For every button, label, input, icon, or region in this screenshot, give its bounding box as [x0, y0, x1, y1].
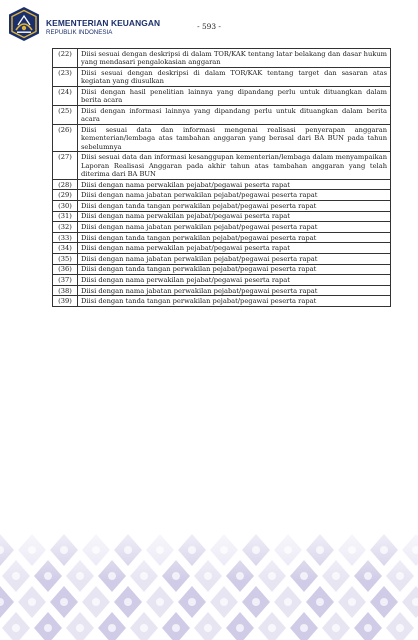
row-description: Diisi dengan nama perwakilan pejabat/pegawai peserta rapat [78, 243, 391, 254]
row-description: Diisi dengan informasi lainnya yang dipandang perlu untuk dituangkan dalam berita acara [78, 106, 391, 125]
row-description: Diisi dengan tanda tangan perwakilan pejabat/pegawai peserta rapat [78, 201, 391, 212]
row-description: Diisi dengan nama jabatan perwakilan pejabat/pegawai peserta rapat [78, 253, 391, 264]
table-row [53, 68, 391, 87]
table-row [53, 201, 391, 212]
row-number: (30) [53, 201, 78, 212]
row-number: (31) [53, 211, 78, 222]
row-description: Diisi dengan nama jabatan perwakilan pejabat/pegawai peserta rapat [78, 222, 391, 233]
row-description: Diisi dengan tanda tangan perwakilan pejabat/pegawai peserta rapat [78, 296, 391, 307]
table-row [53, 211, 391, 222]
table-row [53, 264, 391, 275]
row-description: Diisi dengan hasil penelitian lainnya yang dipandang perlu untuk dituangkan dalam berita acara [78, 87, 391, 106]
row-description: Diisi dengan tanda tangan perwakilan pejabat/pegawai peserta rapat [78, 232, 391, 243]
page-number: - 593 - [197, 22, 221, 31]
table-row [53, 179, 391, 190]
row-number: (27) [53, 152, 78, 179]
table-row [53, 253, 391, 264]
row-description: Diisi sesuai data dan informasi mengenai realisasi penyerapan anggaran kementerian/lembaga atas tambahan anggaran yang berasal dari BA BUN pada tahun sebelumnya [78, 125, 391, 152]
row-description: Diisi sesuai data dan informasi kesanggupan kementerian/lembaga dalam menyampaikan Laporan Realisasi Anggaran pada akhir tahun atas tambahan anggaran yang telah diterima dari BA BUN [78, 152, 391, 179]
organization-name: KEMENTERIAN KEUANGAN [46, 18, 161, 28]
row-number: (25) [53, 106, 78, 125]
row-number: (35) [53, 253, 78, 264]
row-number: (26) [53, 125, 78, 152]
row-number: (22) [53, 49, 78, 68]
table-row [53, 296, 391, 307]
row-number: (34) [53, 243, 78, 254]
row-number: (33) [53, 232, 78, 243]
row-number: (24) [53, 87, 78, 106]
explanation-table-body [53, 49, 391, 307]
row-description: Diisi sesuai dengan deskripsi di dalam TOR/KAK tentang latar belakang dan dasar hukum yang mendasari pengalokasian anggaran [78, 49, 391, 68]
row-description: Diisi dengan nama jabatan perwakilan pejabat/pegawai peserta rapat [78, 285, 391, 296]
table-row [53, 152, 391, 179]
row-number: (36) [53, 264, 78, 275]
row-number: (39) [53, 296, 78, 307]
row-description: Diisi dengan nama perwakilan pejabat/pegawai peserta rapat [78, 211, 391, 222]
row-number: (38) [53, 285, 78, 296]
table-row [53, 285, 391, 296]
table-row [53, 106, 391, 125]
row-number: (28) [53, 179, 78, 190]
table-row [53, 275, 391, 286]
row-description: Diisi dengan nama jabatan perwakilan pejabat/pegawai peserta rapat [78, 190, 391, 201]
table-row [53, 87, 391, 106]
table-row [53, 232, 391, 243]
row-number: (29) [53, 190, 78, 201]
explanation-table [52, 48, 391, 307]
row-description: Diisi dengan nama perwakilan pejabat/pegawai peserta rapat [78, 275, 391, 286]
table-row [53, 243, 391, 254]
table-row [53, 222, 391, 233]
row-description: Diisi sesuai dengan deskripsi di dalam TOR/KAK tentang target dan sasaran atas kegiatan yang diusulkan [78, 68, 391, 87]
organization-subtitle: REPUBLIK INDONESIA [46, 29, 113, 36]
table-row [53, 49, 391, 68]
row-description: Diisi dengan nama perwakilan pejabat/pegawai peserta rapat [78, 179, 391, 190]
table-row [53, 125, 391, 152]
row-number: (37) [53, 275, 78, 286]
decorative-batik-pattern [0, 510, 418, 640]
row-number: (23) [53, 68, 78, 87]
table-row [53, 190, 391, 201]
row-number: (32) [53, 222, 78, 233]
row-description: Diisi dengan tanda tangan perwakilan pejabat/pegawai peserta rapat [78, 264, 391, 275]
